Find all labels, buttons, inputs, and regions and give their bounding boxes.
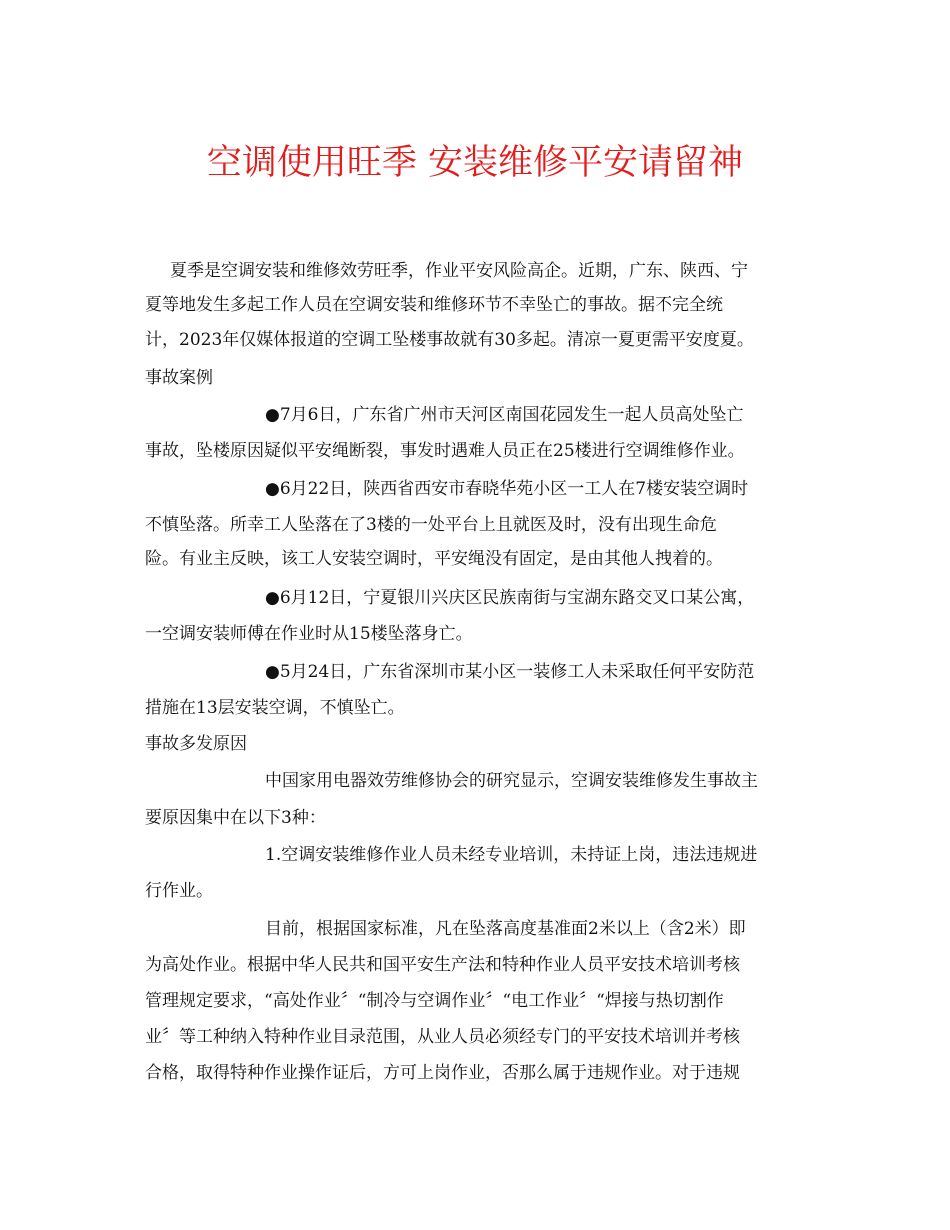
case-bullet-line: ●6月22日，陕西省西安市春晓华苑小区一工人在7楼安装空调时 — [265, 479, 749, 499]
paragraph-line: 计，2023年仅媒体报道的空调工坠楼事故就有30多起。清凉一夏更需平安度夏。 — [145, 330, 754, 350]
paragraph-line: 夏季是空调安装和维修效劳旺季，作业平安风险高企。近期，广东、陕西、宁 — [170, 261, 748, 281]
case-bullet-line: ●7月6日，广东省广州市天河区南国花园发生一起人员高处坠亡 — [265, 405, 744, 425]
paragraph-line: 管理规定要求，“高处作业〞“制冷与空调作业〞“电工作业〞“焊接与热切割作 — [145, 991, 724, 1011]
paragraph-line: 措施在13层安装空调，不慎坠亡。 — [145, 698, 405, 718]
case-bullet-line: ●5月24日，广东省深圳市某小区一装修工人未采取任何平安防范 — [265, 662, 755, 682]
paragraph-line: 事故，坠楼原因疑似平安绳断裂，事发时遇难人员正在25楼进行空调维修作业。 — [145, 441, 745, 461]
paragraph-line: 不慎坠落。所幸工人坠落在了3楼的一处平台上且就医及时，没有出现生命危 — [145, 515, 717, 535]
paragraph-line: 目前，根据国家标准，凡在坠落高度基准面2米以上（含2米）即 — [265, 919, 746, 939]
document-title: 空调使用旺季 安装维修平安请留神 — [206, 143, 744, 183]
paragraph-line: 险。有业主反映，该工人安装空调时，平安绳没有固定，是由其他人拽着的。 — [145, 549, 723, 569]
numbered-item-line: 1.空调安装维修作业人员未经专业培训，未持证上岗，违法违规进 — [265, 845, 758, 865]
paragraph-line: 业〞等工种纳入特种作业目录范围，从业人员必须经专门的平安技术培训并考核 — [145, 1027, 740, 1047]
paragraph-line: 中国家用电器效劳维修协会的研究显示，空调安装维修发生事故主 — [265, 771, 758, 791]
section-heading: 事故案例 — [145, 368, 213, 388]
case-bullet-line: ●6月12日，宁夏银川兴庆区民族南街与宝湖东路交叉口某公寓， — [265, 588, 755, 608]
paragraph-line: 为高处作业。根据中华人民共和国平安生产法和特种作业人员平安技术培训考核 — [145, 955, 740, 975]
paragraph-line: 行作业。 — [145, 881, 213, 901]
paragraph-line: 要原因集中在以下3种： — [145, 808, 326, 828]
paragraph-line: 一空调安装师傅在作业时从15楼坠落身亡。 — [145, 624, 473, 644]
section-heading: 事故多发原因 — [145, 734, 247, 754]
paragraph-line: 合格，取得特种作业操作证后，方可上岗作业，否那么属于违规作业。对于违规 — [145, 1063, 740, 1083]
paragraph-line: 夏等地发生多起工作人员在空调安装和维修环节不幸坠亡的事故。据不完全统 — [145, 295, 723, 315]
